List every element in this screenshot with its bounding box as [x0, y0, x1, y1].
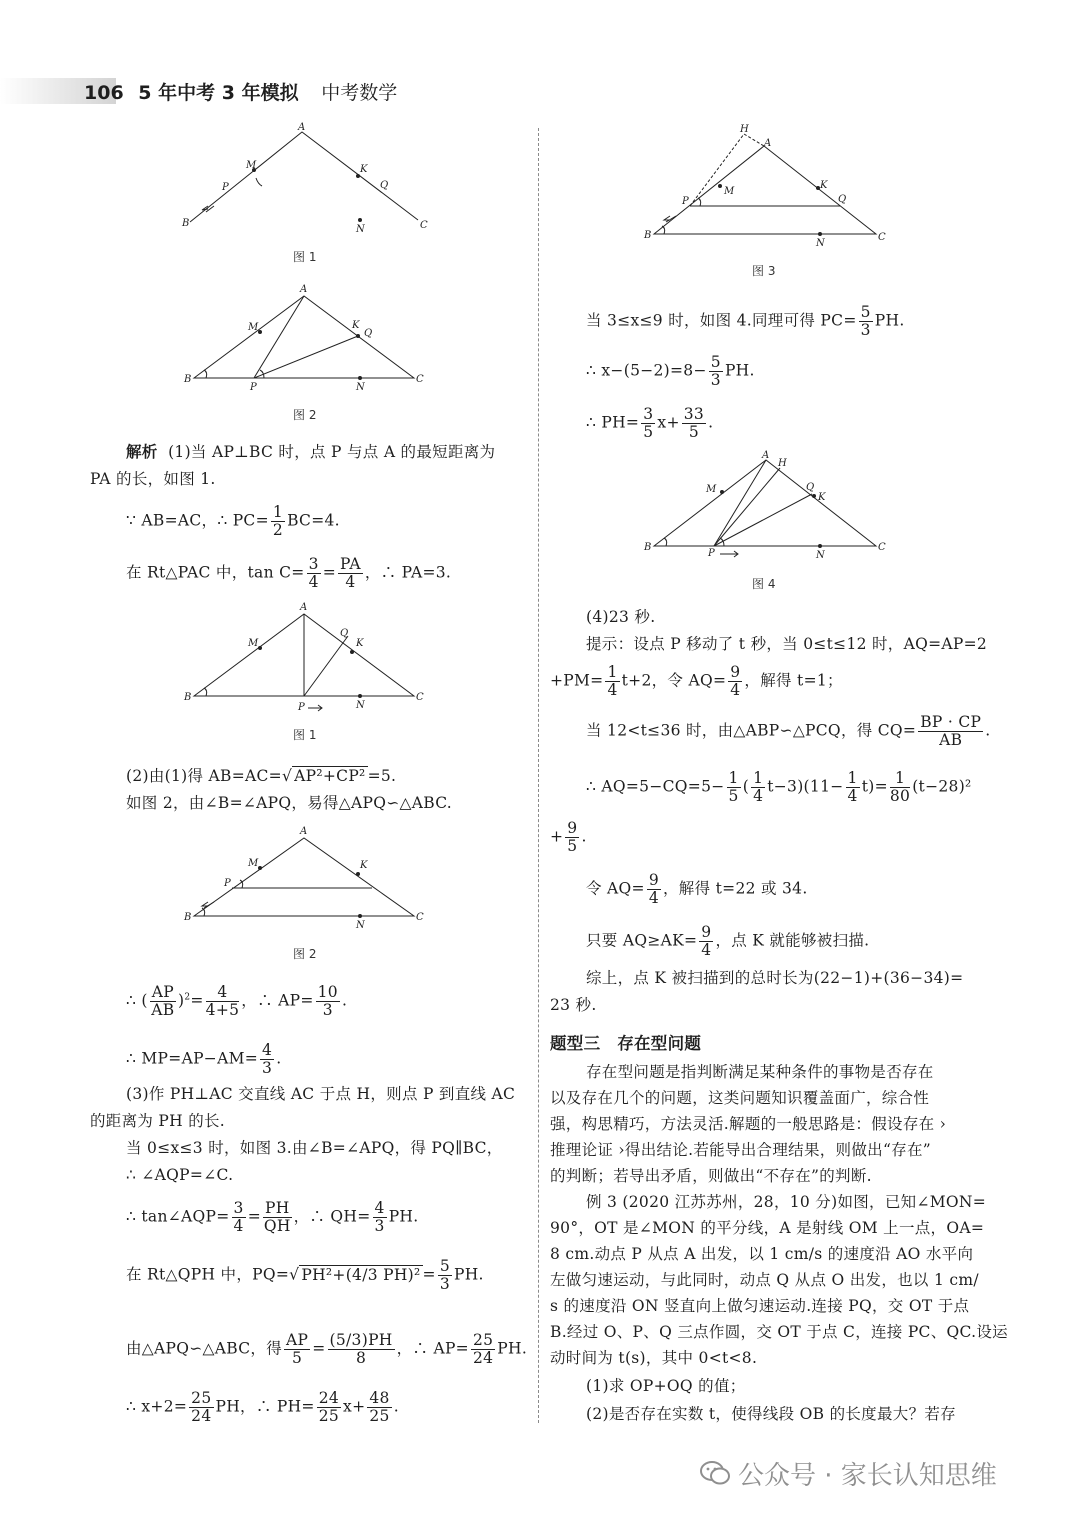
svg-text:Q: Q: [380, 180, 389, 191]
caption-fig2a: 图 2: [293, 408, 317, 422]
para-line-5: 的判断；若导出矛盾，则做出“不存在”的判断.: [550, 1167, 872, 1185]
svg-text:B: B: [644, 230, 652, 241]
para-line-13: (1)求 OP+OQ 的值；: [586, 1377, 746, 1395]
svg-text:N: N: [356, 224, 365, 235]
watermark-text: 公众号 · 家长认知思维: [738, 1461, 997, 1491]
left-line-3: ∵ AB=AC，∴ PC= $\frac{1}{2}$ BC=4.: [126, 503, 340, 539]
svg-text:C: C: [420, 220, 428, 231]
svg-text:B: B: [184, 692, 192, 703]
left-line-2: PA 的长，如图 1.: [90, 470, 216, 488]
figure-2b: [180, 826, 430, 936]
para-line-12: 动时间为 t(s)，其中 0<t<8.: [550, 1349, 758, 1367]
left-line-15: 由△APQ∽△ABC，得 $\frac{AP}{5}$ = $\frac{(5/3)PH}{8}$ ，∴ AP= $\frac{25}{24}$ PH.: [126, 1331, 528, 1367]
para-line-10: s 的速度沿 ON 竖直向上做匀速运动.连接 PQ，交 OT 于点: [550, 1297, 970, 1315]
svg-text:C: C: [416, 912, 424, 923]
svg-text:B: B: [182, 218, 190, 229]
svg-text:Q: Q: [838, 194, 847, 205]
svg-text:N: N: [356, 920, 365, 931]
left-line-4: 在 Rt△PAC 中，tan C= $\frac{3}{4}$ = $\frac{PA}{4}$ ，∴ PA=3.: [126, 555, 452, 591]
left-line-14: 在 Rt△QPH 中，PQ=√ PH²+(4/3 PH)² = $\frac{5}{3}$ PH.: [126, 1257, 484, 1293]
svg-text:P: P: [682, 196, 689, 207]
svg-text:A: A: [300, 826, 308, 837]
svg-text:M: M: [248, 322, 259, 333]
svg-text:H: H: [778, 458, 787, 469]
para-line-6: 例 3 (2020 江苏苏州，28，10 分)如图，已知∠MON=: [586, 1193, 987, 1211]
left-line-11: 当 0≤x≤3 时，如图 3.由∠B=∠APQ，得 PQ∥BC，: [126, 1139, 503, 1157]
svg-text:K: K: [818, 492, 826, 503]
svg-text:N: N: [816, 550, 825, 561]
svg-text:P: P: [222, 182, 229, 193]
svg-text:A: A: [298, 122, 306, 133]
book-title: 5 年中考 3 年模拟: [138, 82, 299, 104]
caption-fig1a: 图 1: [293, 250, 317, 264]
svg-text:P: P: [224, 878, 231, 889]
svg-text:A: A: [300, 284, 308, 295]
svg-text:M: M: [706, 484, 717, 495]
para-line-8: 8 cm.动点 P 从点 A 出发，以 1 cm/s 的速度沿 AO 水平向: [550, 1245, 974, 1263]
para-line-11: B.经过 O、P、Q 三点作圆，交 OT 于点 C，连接 PC、QC.设运: [550, 1323, 1008, 1341]
page-number: 106: [84, 82, 124, 104]
svg-text:C: C: [878, 542, 886, 553]
left-line-5: (2)由(1)得 AB=AC=√ AP²+CP² =5.: [126, 767, 397, 785]
figure-3: [640, 122, 890, 247]
svg-text:K: K: [356, 638, 364, 649]
svg-text:A: A: [300, 602, 308, 613]
left-line-8: ∴ MP=AP−AM= $\frac{4}{3}$ .: [126, 1041, 282, 1077]
figure-4: [640, 448, 890, 568]
svg-text:B: B: [184, 912, 192, 923]
column-divider: [538, 128, 539, 1423]
svg-text:Q: Q: [806, 482, 815, 493]
caption-fig1b: 图 1: [293, 728, 317, 742]
left-line-9: (3)作 PH⊥AC 交直线 AC 于点 H，则点 P 到直线 AC: [126, 1085, 516, 1103]
right-line-4: (4)23 秒.: [586, 608, 656, 626]
left-line-6: 如图 2，由∠B=∠APQ，易得△APQ∽△ABC.: [126, 794, 453, 812]
svg-text:M: M: [248, 858, 259, 869]
svg-text:C: C: [416, 374, 424, 385]
left-line-12: ∴ ∠AQP=∠C.: [126, 1166, 234, 1184]
para-line-4: 推理论证 ›得出结论.若能导出合理结果，则做出“存在”: [550, 1141, 932, 1159]
svg-text:H: H: [740, 124, 749, 135]
svg-text:C: C: [878, 232, 886, 243]
right-line-11: 只要 AQ≥AK= $\frac{9}{4}$ ，点 K 就能够被扫描.: [586, 923, 870, 959]
right-line-6: +PM= $\frac{1}{4}$ t+2，令 AQ= $\frac{9}{4}$ ，解得 t=1；: [550, 663, 843, 699]
para-line-14: (2)是否存在实数 t，使得线段 OB 的长度最大？若存: [586, 1405, 956, 1423]
wechat-icon: [700, 1460, 730, 1493]
book-subject: 中考数学: [321, 82, 398, 104]
left-line-7: ∴ ( $\frac{AP}{AB}$ )$^2$= $\frac{4}{4+5}$ ，∴ AP= $\frac{10}{3}$ .: [126, 983, 348, 1019]
left-line-10: 的距离为 PH 的长.: [90, 1112, 226, 1130]
left-line-13: ∴ tan∠AQP= $\frac{3}{4}$ = $\frac{PH}{QH}$ ，∴ QH= $\frac{4}{3}$ PH.: [126, 1199, 419, 1235]
svg-text:N: N: [356, 700, 365, 711]
right-line-13: 23 秒.: [550, 996, 597, 1014]
para-line-9: 左做匀速运动，与此同时，动点 Q 从点 O 出发，也以 1 cm/: [550, 1271, 979, 1289]
svg-text:K: K: [360, 164, 368, 175]
figure-1b: [180, 598, 430, 713]
para-line-7: 90°，OT 是∠MON 的平分线，A 是射线 OM 上一点，OA=: [550, 1219, 985, 1237]
right-line-12: 综上，点 K 被扫描到的总时长为(22−1)+(36−34)=: [586, 969, 964, 987]
svg-text:P: P: [708, 548, 715, 559]
svg-text:Q: Q: [364, 328, 373, 339]
figure-2a: [180, 282, 430, 392]
svg-text:B: B: [644, 542, 652, 553]
left-line-1: 解析 (1)当 AP⊥BC 时，点 P 与点 A 的最短距离为: [126, 443, 496, 461]
para-line-3: 强，构思精巧，方法灵活.解题的一般思路是：假设存在 ›: [550, 1115, 947, 1133]
svg-text:K: K: [360, 860, 368, 871]
right-line-7: 当 12<t≤36 时，由△ABP∽△PCQ，得 CQ= $\frac{BP \cdot CP}{AB}$ .: [586, 713, 991, 749]
right-line-2: ∴ x−(5−2)=8− $\frac{5}{3}$ PH.: [586, 353, 755, 389]
right-line-1: 当 3≤x≤9 时，如图 4.同理可得 PC= $\frac{5}{3}$ PH.: [586, 303, 905, 339]
right-line-8: ∴ AQ=5−CQ=5− $\frac{1}{5}$ ( $\frac{1}{4}$ t−3)(11− $\frac{1}{4}$ t)= $\frac{1}{80}$ (t−28)²: [586, 769, 972, 805]
watermark: [700, 1455, 997, 1493]
right-line-10: 令 AQ= $\frac{9}{4}$ ，解得 t=22 或 34.: [586, 871, 808, 907]
svg-text:C: C: [416, 692, 424, 703]
para-line-2: 以及存在几个的问题，这类问题知识覆盖面广，综合性: [550, 1089, 930, 1107]
svg-text:A: A: [762, 450, 770, 461]
caption-fig3: 图 3: [752, 264, 776, 278]
svg-text:M: M: [246, 160, 257, 171]
svg-text:K: K: [820, 180, 828, 191]
svg-text:B: B: [184, 374, 192, 385]
svg-text:K: K: [352, 320, 360, 331]
page-header: [84, 78, 397, 105]
svg-text:N: N: [356, 382, 365, 393]
svg-text:Q: Q: [340, 628, 349, 639]
svg-text:M: M: [724, 186, 735, 197]
svg-text:A: A: [764, 138, 772, 149]
right-line-5: 提示：设点 P 移动了 t 秒，当 0≤t≤12 时，AQ=AP=2: [586, 635, 988, 653]
right-line-3: ∴ PH= $\frac{3}{5}$ x+ $\frac{33}{5}$ .: [586, 405, 714, 441]
svg-text:P: P: [298, 702, 305, 713]
svg-text:P: P: [250, 382, 257, 393]
svg-text:N: N: [816, 238, 825, 249]
figure-1a: [180, 120, 430, 235]
svg-text:M: M: [248, 638, 259, 649]
right-line-9: + $\frac{9}{5}$ .: [550, 819, 587, 855]
caption-fig4: 图 4: [752, 577, 776, 591]
para-line-1: 存在型问题是指判断满足某种条件的事物是否存在: [586, 1063, 934, 1081]
left-line-16: ∴ x+2= $\frac{25}{24}$ PH，∴ PH= $\frac{24}{25}$ x+ $\frac{48}{25}$ .: [126, 1389, 399, 1425]
section-title: 题型三 存在型问题: [550, 1034, 702, 1053]
caption-fig2b: 图 2: [293, 947, 317, 961]
